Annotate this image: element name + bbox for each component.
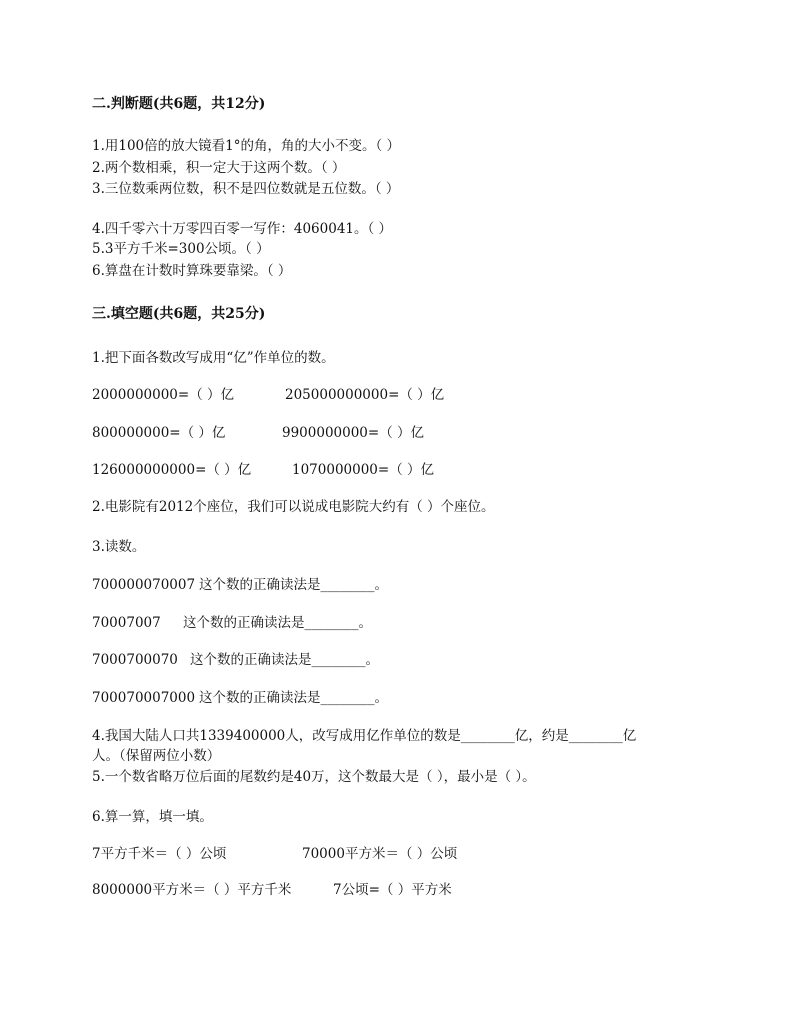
q6-row1-left: 7平方千米＝（ ）公顷 [92, 846, 227, 862]
fill-q1-prompt: 1.把下面各数改写成用“亿”作单位的数。 [92, 350, 335, 366]
fill-q4-line2: 人。（保留两位小数） [92, 748, 221, 764]
judgment-item-5: 5.3平方千米=300公顷。（ ） [92, 241, 270, 257]
judgment-item-1: 1.用100倍的放大镜看1°的角，角的大小不变。（ ） [92, 138, 401, 154]
q1-row1-left: 2000000000=（ ）亿 [92, 387, 234, 403]
q6-row2-left: 8000000平方米＝（ ）平方千米 [92, 882, 292, 898]
q3-row1-reading: 这个数的正确读法是________。 [199, 577, 388, 593]
q6-row2-right: 7公顷=（ ）平方米 [333, 882, 452, 898]
fill-q3-prompt: 3.读数。 [92, 539, 146, 555]
fill-q4-line1: 4.我国大陆人口共1339400000人，改写成用亿作单位的数是________亿，约是________亿 [92, 728, 637, 744]
fill-q5: 5.一个数省略万位后面的尾数约是40万，这个数最大是（ ），最小是（ ）。 [92, 769, 536, 785]
q3-row4-number: 700070007000 [92, 690, 196, 706]
fill-q2: 2.电影院有2012个座位，我们可以说成电影院大约有（ ）个座位。 [92, 499, 495, 515]
judgment-item-2: 2.两个数相乘，积一定大于这两个数。（ ） [92, 160, 346, 176]
judgment-item-3: 3.三位数乘两位数，积不是四位数就是五位数。（ ） [92, 181, 400, 197]
judgment-item-6: 6.算盘在计数时算珠要靠梁。（ ） [92, 263, 292, 279]
q1-row2-left: 800000000=（ ）亿 [92, 425, 226, 441]
q1-row1-right: 205000000000=（ ）亿 [285, 387, 445, 403]
q1-row2-right: 9900000000=（ ）亿 [282, 425, 424, 441]
q6-row1-right: 70000平方米＝（ ）公顷 [302, 846, 458, 862]
q3-row4-reading: 这个数的正确读法是________。 [199, 690, 388, 706]
q3-row1-number: 700000070007 [92, 577, 196, 593]
judgment-item-4: 4.四千零六十万零四百零一写作：4060041。（ ） [92, 221, 393, 237]
section-heading-judgment: 二.判断题(共6题，共12分) [92, 96, 266, 112]
fill-q6-prompt: 6.算一算，填一填。 [92, 809, 213, 825]
q1-row3-right: 1070000000=（ ）亿 [292, 462, 434, 478]
q3-row3-reading: 这个数的正确读法是________。 [190, 652, 379, 668]
section-heading-fill: 三.填空题(共6题，共25分) [92, 306, 266, 322]
q1-row3-left: 126000000000=（ ）亿 [92, 462, 252, 478]
q3-row2-number: 70007007 [92, 615, 161, 631]
q3-row3-number: 7000700070 [92, 652, 178, 668]
q3-row2-reading: 这个数的正确读法是________。 [183, 615, 372, 631]
